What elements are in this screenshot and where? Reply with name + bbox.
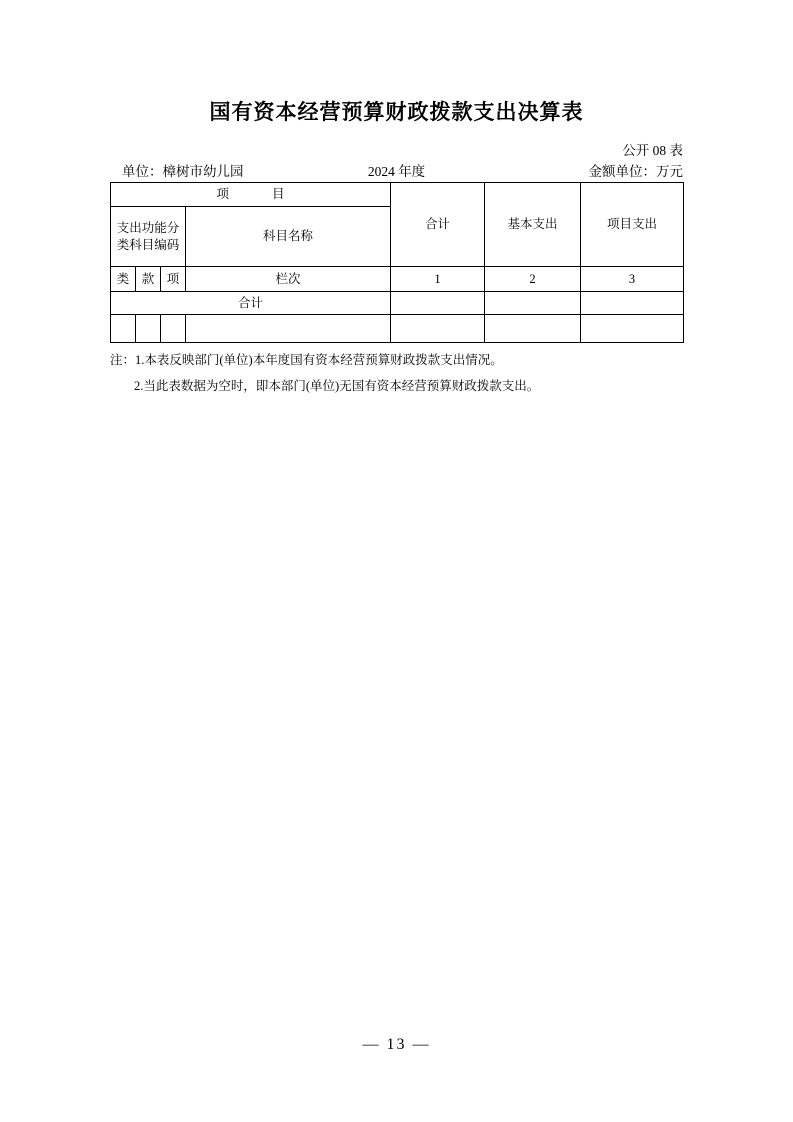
budget-table xyxy=(110,182,684,343)
meta-row xyxy=(110,160,683,178)
header-subject-name: 科目名称 xyxy=(186,207,391,267)
header-col-1: 1 xyxy=(391,267,485,292)
unit-label: 单位：樟树市幼儿园 xyxy=(122,164,244,179)
header-total: 合计 xyxy=(391,183,485,267)
row-project-value xyxy=(581,315,684,343)
amount-unit-label: 金额单位：万元 xyxy=(588,164,683,179)
row-total-label: 合计 xyxy=(111,292,391,315)
table-row xyxy=(111,315,684,343)
row-subject-name xyxy=(186,315,391,343)
table-row xyxy=(111,292,684,315)
row-project-value xyxy=(581,292,684,315)
table-header-row-columns xyxy=(111,267,684,292)
row-total-value xyxy=(391,315,485,343)
header-class: 类 xyxy=(111,267,136,292)
header-function-code: 支出功能分类科目编码 xyxy=(111,207,186,267)
header-col-3: 3 xyxy=(581,267,684,292)
header-item-group: 项 目 xyxy=(111,183,391,207)
row-section xyxy=(136,315,161,343)
header-basic-expenditure: 基本支出 xyxy=(485,183,581,267)
header-project-expenditure: 项目支出 xyxy=(581,183,684,267)
header-section: 款 xyxy=(136,267,161,292)
note-2: 2.当此表数据为空时，即本部门(单位)无国有资本经营预算财政拨款支出。 xyxy=(134,379,540,393)
form-code-label: 公开 08 表 xyxy=(622,143,683,158)
header-item: 项 xyxy=(161,267,186,292)
page-number: — 13 — xyxy=(362,1036,431,1053)
row-item xyxy=(161,315,186,343)
row-total-value xyxy=(391,292,485,315)
table-header-row-item xyxy=(111,183,684,207)
year-label: 2024 年度 xyxy=(367,164,426,179)
page-title: 国有资本经营预算财政拨款支出决算表 xyxy=(209,101,584,124)
header-column-label: 栏次 xyxy=(186,267,391,292)
note-1: 注：1.本表反映部门(单位)本年度国有资本经营预算财政拨款支出情况。 xyxy=(110,353,503,367)
row-basic-value xyxy=(485,292,581,315)
header-col-2: 2 xyxy=(485,267,581,292)
row-basic-value xyxy=(485,315,581,343)
row-class xyxy=(111,315,136,343)
